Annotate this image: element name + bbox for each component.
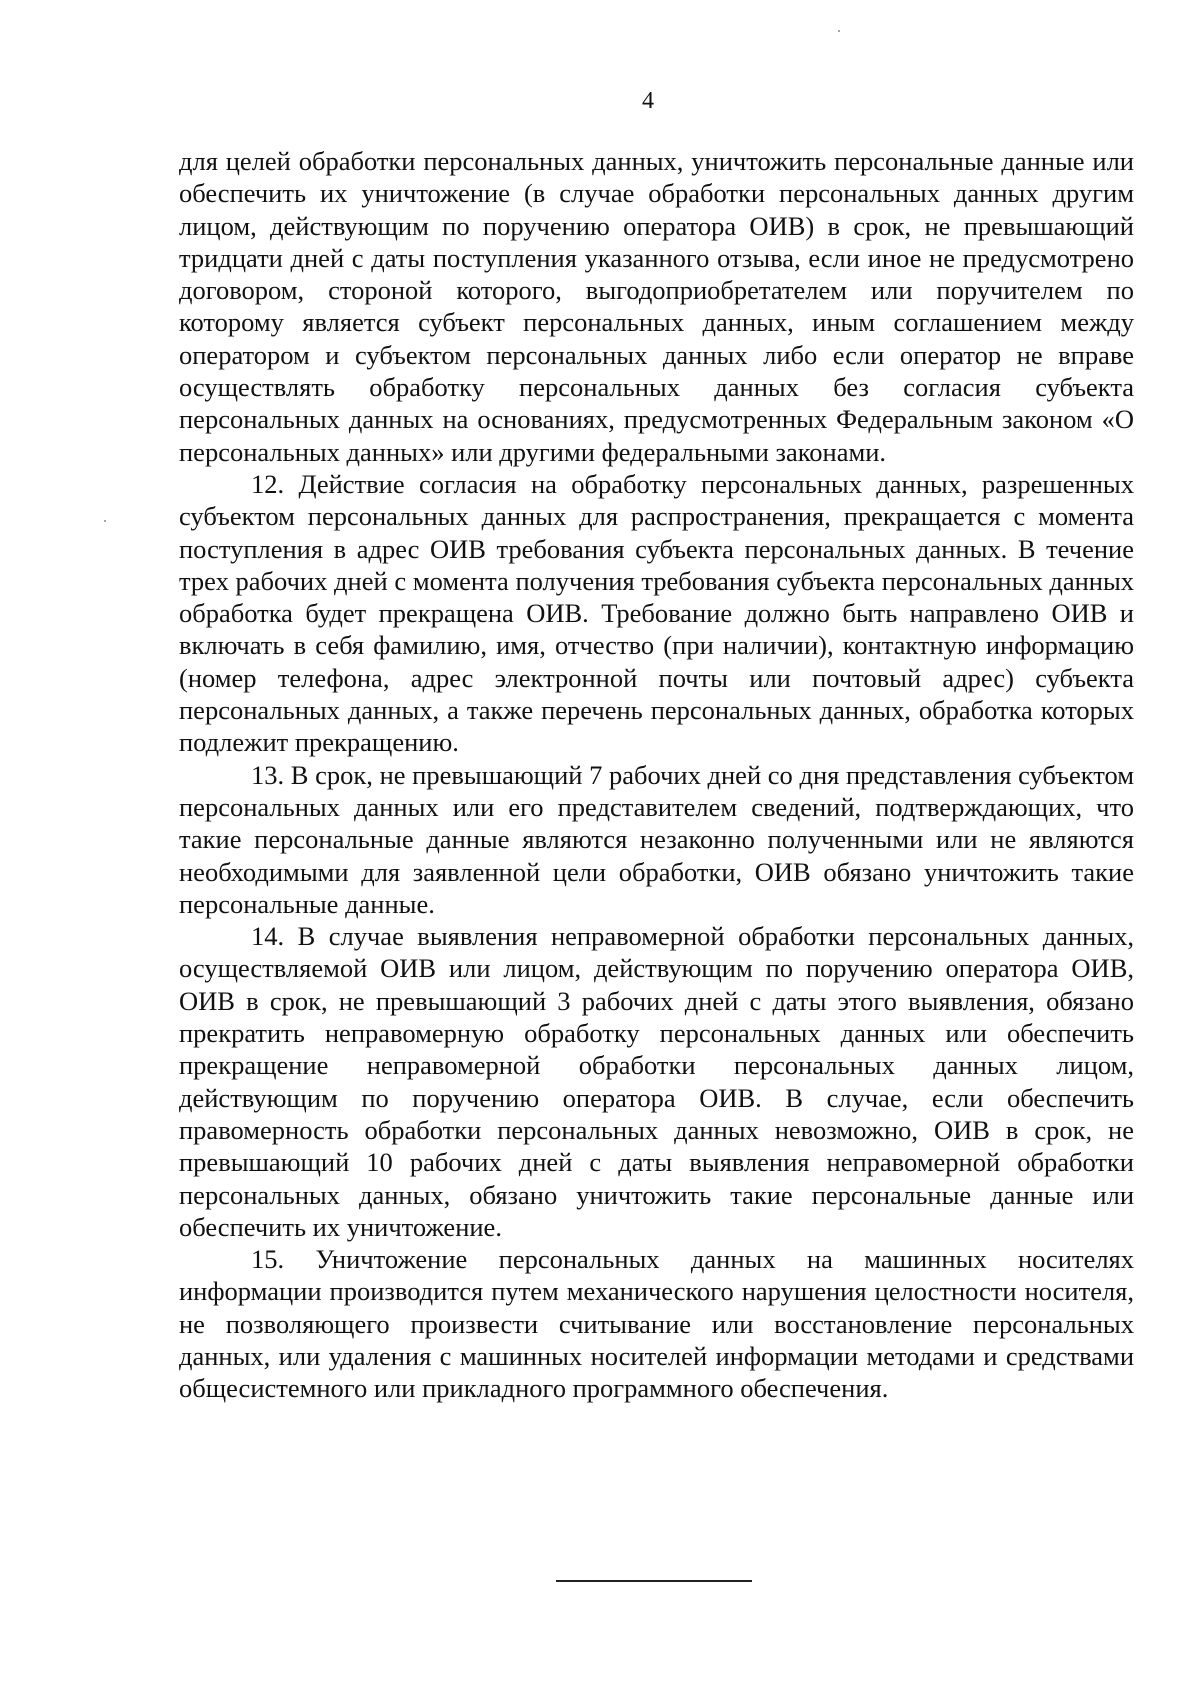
- page-number: 4: [642, 88, 654, 114]
- scan-speck: [104, 520, 106, 522]
- paragraph-item-12: 12. Действие согласия на обработку персональных данных, разрешенных субъектом персональных данных для распространения, прекращается с момента поступления в адрес ОИВ требования субъекта персональных данных. В течение трех рабочих дней с момента получения требования субъекта персональных данных обработка будет прекращена ОИВ. Требование должно быть направлено ОИВ и включать в себя фамилию, имя, отчество (при наличии), контактную информацию (номер телефона, адрес электронной почты или почтовый адрес) субъекта персональных данных, а также перечень персональных данных, обработка которых подлежит прекращению.: [179, 468, 1134, 758]
- paragraph-continuation: для целей обработки персональных данных, уничтожить персональные данные или обеспечить их уничтожение (в случае обработки персональных данных другим лицом, действующим по поручению оператора ОИВ) в срок, не превышающий тридцати дней с даты поступления указанного отзыва, если иное не предусмотрено договором, стороной которого, выгодоприобретателем или поручителем по которому является субъект персональных данных, иным соглашением между оператором и субъектом персональных данных либо если оператор не вправе осуществлять обработку персональных данных без согласия субъекта персональных данных на основаниях, предусмотренных Федеральным законом «О персональных данных» или другими федеральными законами.: [179, 146, 1134, 467]
- scan-speck: [838, 30, 840, 32]
- paragraph-item-13: 13. В срок, не превышающий 7 рабочих дней со дня представления субъектом персональных данных или его представителем сведений, подтверждающих, что такие персональные данные являются незаконно полученными или не являются необходимыми для заявленной цели обработки, ОИВ обязано уничтожить такие персональные данные.: [179, 759, 1134, 919]
- end-separator-line: [556, 1580, 752, 1582]
- paragraph-item-14: 14. В случае выявления неправомерной обработки персональных данных, осуществляемой ОИВ или лицом, действующим по поручению оператора ОИВ, ОИВ в срок, не превышающий 3 рабочих дней с даты этого выявления, обязано прекратить неправомерную обработку персональных данных или обеспечить прекращение неправомерной обработки персональных данных лицом, действующим по поручению оператора ОИВ. В случае, если обеспечить правомерность обработки персональных данных невозможно, ОИВ в срок, не превышающий 10 рабочих дней с даты выявления неправомерной обработки персональных данных, обязано уничтожить такие персональные данные или обеспечить их уничтожение.: [179, 921, 1134, 1242]
- paragraph-item-15: 15. Уничтожение персональных данных на машинных носителях информации производится путем механического нарушения целостности носителя, не позволяющего произвести считывание или восстановление персональных данных, или удаления с машинных носителей информации методами и средствами общесистемного или прикладного программного обеспечения.: [179, 1244, 1134, 1404]
- document-body: [179, 145, 1134, 1405]
